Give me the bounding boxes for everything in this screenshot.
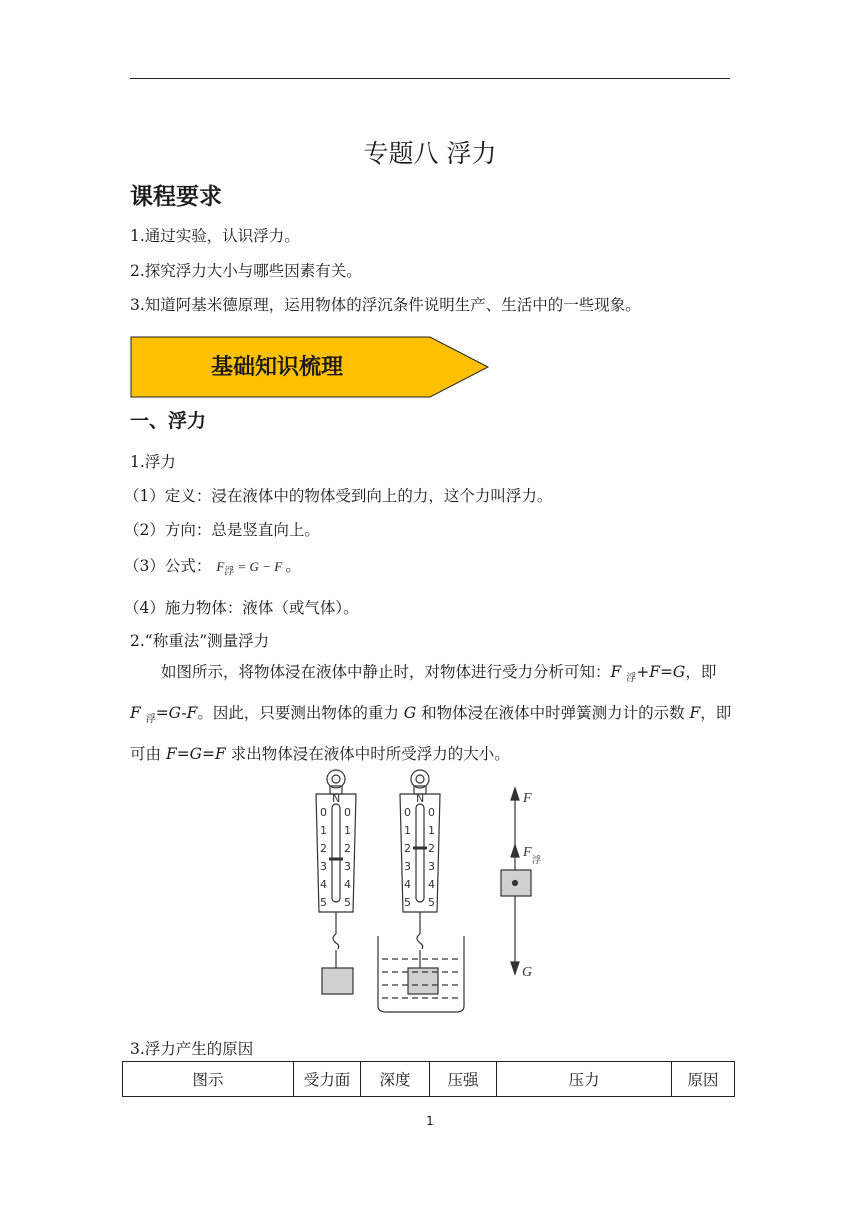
force-label-g: G [522, 965, 533, 980]
scale-number: 5 [344, 896, 351, 909]
scale-number: 3 [344, 860, 351, 873]
force-label-buoyancy: F [523, 845, 532, 860]
scale-number: 4 [428, 878, 435, 891]
scale-number: 2 [320, 842, 327, 855]
scale-number: 0 [344, 806, 351, 819]
svg-text:N: N [332, 792, 341, 805]
scale-number: 3 [428, 860, 435, 873]
weighing-method-paragraph: 如图所示，将物体浸在液体中静止时，对物体进行受力分析可知：F $_浮$+F=G，即 F $_浮$=G-F。因此，只要测出物体的重力 G 和物体浸在液体中时弹簧测力计的示数 F，即可由 F=G=F 求出物体浸在液体中时所受浮力的大小。 [130, 663, 732, 764]
spring-scale-figure [296, 764, 566, 1020]
requirement-item: 3.知道阿基米德原理，运用物体的浮沉条件说明生产、生活中的一些现象。 [130, 296, 641, 314]
direction-line: （2）方向：总是竖直向上。 [124, 521, 320, 539]
scale-number: 0 [428, 806, 435, 819]
scale-number: 4 [344, 878, 351, 891]
force-label-f: F [523, 791, 532, 806]
table-header-cell: 图示 [123, 1062, 294, 1097]
page-title: 专题八 浮力 [363, 139, 497, 168]
buoyancy-cause-table [122, 1061, 735, 1097]
section-heading-buoyancy: 一、浮力 [130, 410, 207, 432]
scale-number: 1 [428, 824, 435, 837]
subsection-title: 1.浮力 [130, 453, 176, 471]
requirements-heading: 课程要求 [130, 183, 222, 210]
scale-number: 2 [428, 842, 435, 855]
table-header-cell: 受力面 [294, 1062, 361, 1097]
svg-text:N: N [416, 792, 425, 805]
scale-number: 0 [404, 806, 411, 819]
table-header-cell: 原因 [672, 1062, 735, 1097]
scale-number: 1 [344, 824, 351, 837]
requirement-item: 1.通过实验，认识浮力。 [130, 227, 300, 245]
definition-line: （1）定义：浸在液体中的物体受到向上的力，这个力叫浮力。 [124, 487, 553, 505]
table-header-cell: 压强 [430, 1062, 497, 1097]
formula: $F_浮 = G - F$ [216, 559, 283, 578]
source-line: （4）施力物体：液体（或气体）。 [124, 599, 359, 617]
scale-number: 5 [404, 896, 411, 909]
page-number: 1 [426, 1114, 434, 1128]
scale-number: 3 [320, 860, 327, 873]
scale-number: 0 [320, 806, 327, 819]
requirement-item: 2.探究浮力大小与哪些因素有关。 [130, 262, 362, 280]
scale-number: 2 [344, 842, 351, 855]
header-rule [130, 78, 730, 79]
table-header-cell: 深度 [361, 1062, 430, 1097]
scale-number: 3 [404, 860, 411, 873]
subsection-title: 3.浮力产生的原因 [130, 1040, 254, 1058]
formula-line: （3）公式： $F_浮 = G - F$ 。 [124, 557, 301, 578]
scale-number: 1 [404, 824, 411, 837]
scale-number: 4 [320, 878, 327, 891]
svg-text:浮: 浮 [532, 855, 542, 865]
scale-number: 5 [428, 896, 435, 909]
table-header-cell: 压力 [497, 1062, 672, 1097]
formula-prefix: （3）公式： [124, 557, 212, 575]
scale-number: 2 [404, 842, 411, 855]
scale-number: 1 [320, 824, 327, 837]
scale-number: 4 [404, 878, 411, 891]
subsection-title: 2.“称重法”测量浮力 [130, 632, 270, 650]
banner-label: 基础知识梳理 [211, 354, 344, 380]
scale-number: 5 [320, 896, 327, 909]
